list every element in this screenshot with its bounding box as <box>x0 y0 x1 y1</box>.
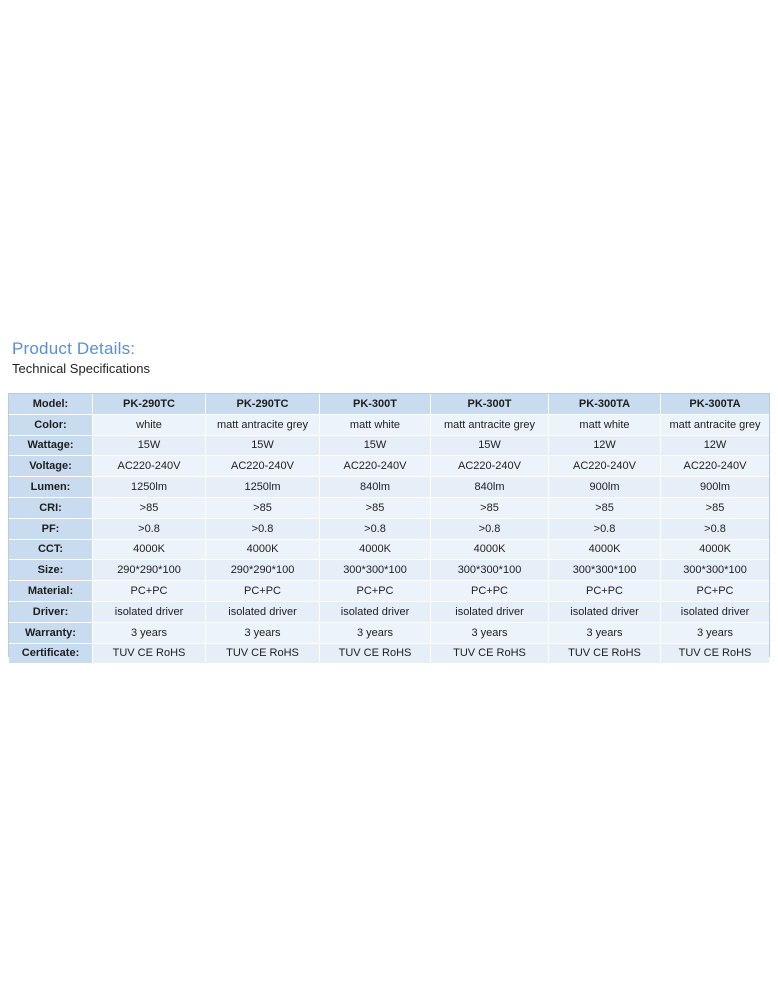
table-cell: >0.8 <box>431 519 549 540</box>
table-cell: AC220-240V <box>431 456 549 477</box>
table-cell: isolated driver <box>661 602 769 623</box>
row-label: Warranty: <box>9 623 93 644</box>
table-cell: matt antracite grey <box>206 415 320 436</box>
model-header: PK-300TA <box>661 394 769 415</box>
table-cell: 12W <box>661 436 769 457</box>
table-cell: PC+PC <box>661 581 769 602</box>
table-cell: matt antracite grey <box>661 415 769 436</box>
table-row <box>9 602 769 623</box>
table-cell: 3 years <box>93 623 206 644</box>
table-cell: 3 years <box>431 623 549 644</box>
table-cell: isolated driver <box>93 602 206 623</box>
table-cell: 15W <box>320 436 431 457</box>
table-cell: white <box>93 415 206 436</box>
row-label: Material: <box>9 581 93 602</box>
table-cell: >0.8 <box>93 519 206 540</box>
table-row <box>9 415 769 436</box>
table-cell: PC+PC <box>93 581 206 602</box>
table-row <box>9 540 769 561</box>
table-cell: 15W <box>206 436 320 457</box>
table-cell: AC220-240V <box>320 456 431 477</box>
table-cell: 300*300*100 <box>549 560 661 581</box>
table-cell: 4000K <box>431 540 549 561</box>
table-cell: 300*300*100 <box>661 560 769 581</box>
table-cell: >85 <box>549 498 661 519</box>
row-label: Color: <box>9 415 93 436</box>
table-cell: >85 <box>431 498 549 519</box>
row-label: Voltage: <box>9 456 93 477</box>
table-cell: PC+PC <box>206 581 320 602</box>
table-row <box>9 560 769 581</box>
row-label: Driver: <box>9 602 93 623</box>
page-subtitle: Technical Specifications <box>12 361 151 376</box>
table-cell: 840lm <box>320 477 431 498</box>
table-cell: PC+PC <box>320 581 431 602</box>
header-label: Model: <box>9 394 93 415</box>
table-cell: PC+PC <box>431 581 549 602</box>
table-cell: 1250lm <box>93 477 206 498</box>
table-cell: TUV CE RoHS <box>549 644 661 665</box>
model-header: PK-300T <box>320 394 431 415</box>
table-cell: >0.8 <box>206 519 320 540</box>
table-cell: 3 years <box>320 623 431 644</box>
model-header: PK-290TC <box>93 394 206 415</box>
table-cell: 12W <box>549 436 661 457</box>
table-cell: 1250lm <box>206 477 320 498</box>
table-cell: matt white <box>549 415 661 436</box>
table-cell: TUV CE RoHS <box>661 644 769 665</box>
table-cell: matt antracite grey <box>431 415 549 436</box>
table-cell: isolated driver <box>549 602 661 623</box>
table-cell: >85 <box>661 498 769 519</box>
table-cell: >0.8 <box>661 519 769 540</box>
row-label: Wattage: <box>9 436 93 457</box>
table-cell: 4000K <box>320 540 431 561</box>
table-cell: matt white <box>320 415 431 436</box>
model-header: PK-290TC <box>206 394 320 415</box>
table-row <box>9 519 769 540</box>
table-header-row <box>9 394 769 415</box>
table-cell: 290*290*100 <box>93 560 206 581</box>
table-cell: 290*290*100 <box>206 560 320 581</box>
row-label: Certificate: <box>9 644 93 665</box>
table-cell: 4000K <box>549 540 661 561</box>
table-cell: TUV CE RoHS <box>206 644 320 665</box>
table-row <box>9 623 769 644</box>
table-cell: >85 <box>320 498 431 519</box>
table-row <box>9 477 769 498</box>
table-cell: TUV CE RoHS <box>431 644 549 665</box>
row-label: PF: <box>9 519 93 540</box>
table-cell: TUV CE RoHS <box>93 644 206 665</box>
table-cell: >0.8 <box>549 519 661 540</box>
table-row <box>9 498 769 519</box>
table-row <box>9 644 769 665</box>
model-header: PK-300T <box>431 394 549 415</box>
row-label: CRI: <box>9 498 93 519</box>
table-cell: isolated driver <box>206 602 320 623</box>
table-cell: 3 years <box>661 623 769 644</box>
table-cell: 3 years <box>549 623 661 644</box>
table-row <box>9 581 769 602</box>
page-title: Product Details: <box>12 339 136 358</box>
table-cell: >85 <box>93 498 206 519</box>
table-cell: isolated driver <box>320 602 431 623</box>
table-cell: AC220-240V <box>93 456 206 477</box>
table-cell: 900lm <box>549 477 661 498</box>
table-cell: AC220-240V <box>661 456 769 477</box>
table-cell: 300*300*100 <box>320 560 431 581</box>
spec-table-container <box>8 393 770 660</box>
row-label: CCT: <box>9 540 93 561</box>
table-cell: 4000K <box>206 540 320 561</box>
row-label: Lumen: <box>9 477 93 498</box>
table-row <box>9 436 769 457</box>
table-cell: 4000K <box>93 540 206 561</box>
table-cell: 900lm <box>661 477 769 498</box>
table-cell: >85 <box>206 498 320 519</box>
table-body <box>9 415 769 665</box>
row-label: Size: <box>9 560 93 581</box>
model-header: PK-300TA <box>549 394 661 415</box>
table-row <box>9 456 769 477</box>
table-cell: 4000K <box>661 540 769 561</box>
table-cell: TUV CE RoHS <box>320 644 431 665</box>
table-cell: >0.8 <box>320 519 431 540</box>
table-cell: 840lm <box>431 477 549 498</box>
table-cell: AC220-240V <box>206 456 320 477</box>
table-cell: PC+PC <box>549 581 661 602</box>
table-cell: AC220-240V <box>549 456 661 477</box>
table-cell: 3 years <box>206 623 320 644</box>
table-cell: 15W <box>93 436 206 457</box>
table-cell: 15W <box>431 436 549 457</box>
spec-table <box>9 394 769 664</box>
table-cell: isolated driver <box>431 602 549 623</box>
table-cell: 300*300*100 <box>431 560 549 581</box>
